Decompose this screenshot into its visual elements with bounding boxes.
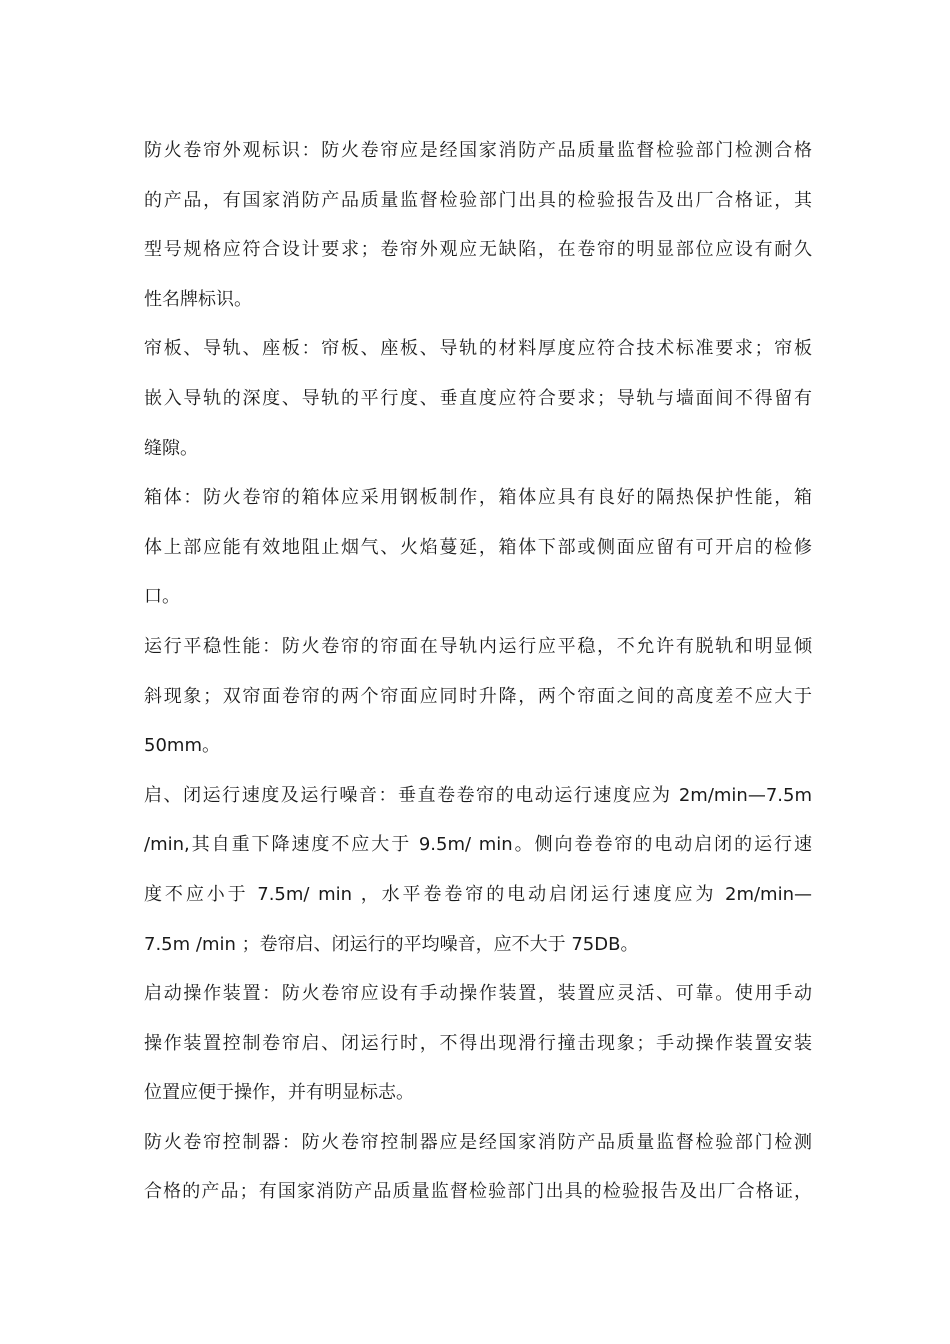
text-line: 性名牌标识。: [144, 288, 252, 310]
text-line: 防火卷帘外观标识：防火卷帘应是经国家消防产品质量监督检验部门检测合格: [144, 140, 812, 161]
paragraph-box-body: [144, 473, 812, 622]
text-line: 箱体：防火卷帘的箱体应采用钢板制作，箱体应具有良好的隔热保护性能，箱: [144, 487, 812, 509]
text-line: 50mm。: [144, 735, 220, 757]
text-line: 启、闭运行速度及运行噪音：垂直卷卷帘的电动运行速度应为 2m/min—7.5m: [144, 784, 812, 806]
paragraph-running-stability: [144, 622, 812, 771]
text-line: 操作装置控制卷帘启、闭运行时，不得出现滑行撞击现象；手动操作装置安装: [144, 1032, 812, 1054]
text-line: /min,其自重下降速度不应大于 9.5m/ min。侧向卷卷帘的电动启闭的运行速: [144, 834, 812, 856]
text-line: 型号规格应符合设计要求；卷帘外观应无缺陷，在卷帘的明显部位应设有耐久: [144, 239, 812, 261]
paragraph-manual-operation: [144, 969, 812, 1118]
text-line: 嵌入导轨的深度、导轨的平行度、垂直度应符合要求；导轨与墙面间不得留有: [144, 387, 812, 409]
paragraph-controller: [144, 1118, 812, 1217]
text-line: 合格的产品；有国家消防产品质量监督检验部门出具的检验报告及出厂合格证，: [144, 1181, 812, 1203]
text-line: 度不应小于 7.5m/ min ，水平卷卷帘的电动启闭运行速度应为 2m/min—: [144, 883, 812, 905]
text-line: 7.5m /min ；卷帘启、闭运行的平均噪音，应不大于 75DB。: [144, 933, 639, 955]
paragraph-speed-noise: [144, 771, 812, 969]
text-line: 斜现象；双帘面卷帘的两个帘面应同时升降，两个帘面之间的高度差不应大于: [144, 685, 812, 707]
text-line: 缝隙。: [144, 437, 198, 459]
text-line: 帘板、导轨、座板：帘板、座板、导轨的材料厚度应符合技术标准要求；帘板: [144, 338, 812, 360]
document-body: [144, 126, 812, 1217]
text-line: 防火卷帘控制器：防火卷帘控制器应是经国家消防产品质量监督检验部门检测: [144, 1131, 812, 1153]
text-line: 体上部应能有效地阻止烟气、火焰蔓延，箱体下部或侧面应留有可开启的检修: [144, 536, 812, 558]
text-line: 的产品，有国家消防产品质量监督检验部门出具的检验报告及出厂合格证，其: [144, 189, 812, 211]
paragraph-curtain-rails-seat: [144, 324, 812, 473]
text-line: 口。: [144, 586, 180, 608]
text-line: 运行平稳性能：防火卷帘的帘面在导轨内运行应平稳，不允许有脱轨和明显倾: [144, 635, 812, 657]
paragraph-appearance-marking: [144, 126, 812, 324]
text-line: 位置应便于操作，并有明显标志。: [144, 1082, 414, 1104]
text-line: 启动操作装置：防火卷帘应设有手动操作装置，装置应灵活、可靠。使用手动: [144, 983, 812, 1005]
